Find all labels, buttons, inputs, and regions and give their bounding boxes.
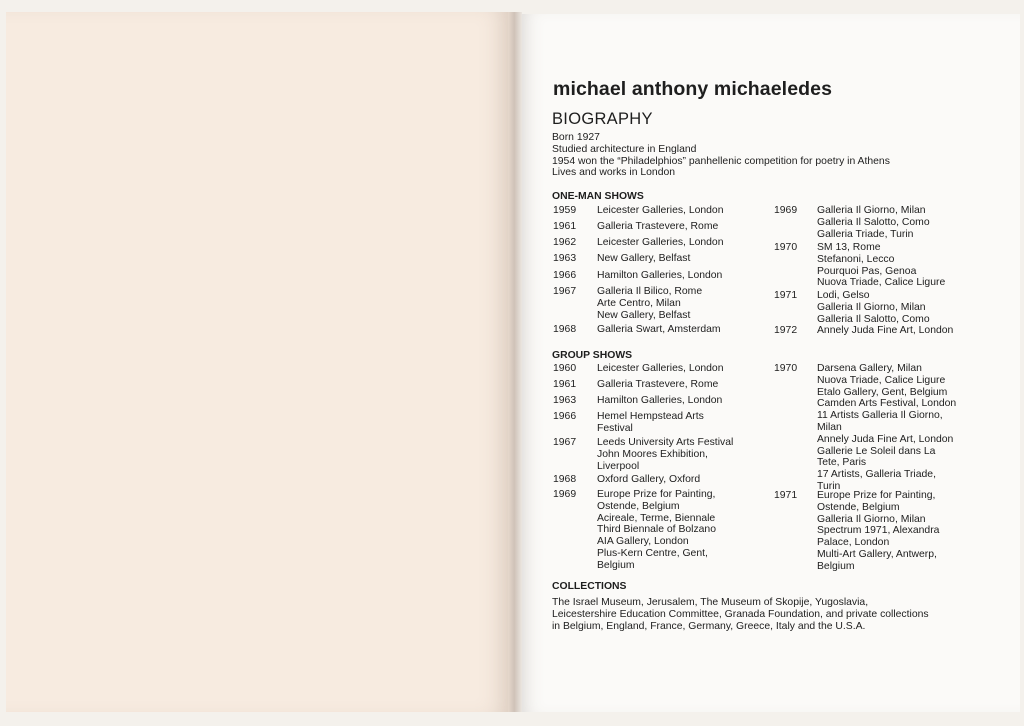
- show-entry: [597, 221, 718, 233]
- collections-line: The Israel Museum, Jerusalem, The Museum of Skopije, Yugoslavia,: [552, 597, 869, 608]
- year-label: 1959: [553, 205, 577, 216]
- show-entry-line: Nuova Triade, Calice Ligure: [817, 277, 946, 289]
- show-entry-line: Milan: [817, 421, 842, 433]
- year-label: 1971: [774, 290, 798, 301]
- show-entry-line: Galleria Il Giorno, Milan: [817, 205, 926, 216]
- year-label: 1963: [553, 395, 577, 406]
- bio-line: Studied architecture in England: [552, 143, 697, 155]
- show-entry-line: Arte Centro, Milan: [597, 297, 681, 309]
- show-entry-line: Hemel Hempstead Arts: [597, 411, 704, 422]
- show-entry: [597, 474, 700, 486]
- year-label: 1966: [553, 411, 577, 422]
- collections-line: Leicestershire Education Committee, Granada Foundation, and private collections: [552, 608, 929, 620]
- show-entry-line: Annely Juda Fine Art, London: [817, 325, 954, 336]
- book-gutter: [508, 12, 522, 712]
- show-entry-line: Belgium: [597, 559, 635, 571]
- show-entry-line: Camden Arts Festival, London: [817, 398, 957, 410]
- show-entry-line: Galleria Trastevere, Rome: [597, 379, 719, 390]
- year-label: 1962: [553, 237, 577, 248]
- show-entry: [597, 489, 716, 572]
- show-entry-line: Galleria Trastevere, Rome: [597, 221, 719, 232]
- show-entry-line: 17 Artists, Galleria Triade,: [817, 469, 936, 481]
- year-label: 1968: [553, 324, 577, 335]
- show-entry: [597, 437, 733, 472]
- show-entry-line: John Moores Exhibition,: [597, 448, 708, 460]
- biography-heading: BIOGRAPHY: [552, 110, 653, 128]
- bio-line: Born 1927: [552, 132, 600, 143]
- show-entry-line: Galleria Il Salotto, Como: [817, 313, 930, 325]
- year-label: 1967: [553, 286, 577, 297]
- show-entry: [597, 205, 724, 217]
- show-entry-line: Turin: [817, 480, 841, 492]
- biography-text: [552, 132, 890, 179]
- show-entry: [597, 379, 718, 391]
- left-page-blank: [6, 12, 508, 712]
- collections-line: in Belgium, England, France, Germany, Greece, Italy and the U.S.A.: [552, 620, 866, 632]
- show-entry: [597, 270, 722, 282]
- show-entry-line: Hamilton Galleries, London: [597, 395, 723, 406]
- show-entry-line: Lodi, Gelso: [817, 290, 870, 301]
- year-label: 1960: [553, 363, 577, 374]
- show-entry: [597, 286, 702, 321]
- bio-line: Lives and works in London: [552, 167, 676, 179]
- year-label: 1961: [553, 221, 577, 232]
- show-entry-line: 11 Artists Galleria Il Giorno,: [817, 410, 943, 422]
- show-entry-line: Third Biennale of Bolzano: [597, 524, 716, 536]
- show-entry-line: Acireale, Terme, Biennale: [597, 512, 716, 524]
- year-label: 1967: [553, 437, 577, 448]
- show-entry-line: Gallerie Le Soleil dans La: [817, 445, 936, 457]
- show-entry-line: Galleria Il Giorno, Milan: [817, 513, 926, 525]
- show-entry-line: SM 13, Rome: [817, 242, 881, 253]
- group-shows-heading: GROUP SHOWS: [552, 350, 633, 361]
- year-label: 1970: [774, 242, 798, 253]
- show-entry: [817, 242, 945, 289]
- show-entry-line: Stefanoni, Lecco: [817, 253, 895, 265]
- show-entry: [817, 290, 930, 325]
- show-entry-line: Europe Prize for Painting,: [597, 489, 716, 500]
- show-entry: [817, 205, 930, 240]
- year-label: 1963: [553, 253, 577, 264]
- show-entry: [597, 237, 724, 249]
- show-entry: [817, 325, 953, 337]
- collections-heading: COLLECTIONS: [552, 581, 627, 592]
- show-entry-line: Belgium: [817, 560, 855, 572]
- show-entry-line: Annely Juda Fine Art, London: [817, 433, 954, 445]
- show-entry-line: Galleria Il Salotto, Como: [817, 216, 930, 228]
- show-entry: [597, 395, 722, 407]
- show-entry-line: New Gallery, Belfast: [597, 253, 691, 264]
- show-entry-line: Liverpool: [597, 460, 640, 472]
- show-entry-line: Oxford Gallery, Oxford: [597, 474, 701, 485]
- show-entry: [817, 363, 956, 493]
- show-entry-line: Ostende, Belgium: [817, 501, 900, 513]
- show-entry: [597, 324, 721, 336]
- show-entry-line: Darsena Gallery, Milan: [817, 363, 922, 374]
- show-entry-line: Europe Prize for Painting,: [817, 490, 936, 501]
- show-entry: [817, 490, 939, 573]
- show-entry-line: Pourquoi Pas, Genoa: [817, 265, 917, 277]
- show-entry-line: Plus-Kern Centre, Gent,: [597, 547, 708, 559]
- year-label: 1970: [774, 363, 798, 374]
- year-label: 1972: [774, 325, 798, 336]
- artist-name-title: michael anthony michaeledes: [553, 78, 833, 100]
- year-label: 1971: [774, 490, 798, 501]
- show-entry-line: AIA Gallery, London: [597, 536, 689, 548]
- show-entry-line: Leicester Galleries, London: [597, 205, 724, 216]
- show-entry-line: Etalo Gallery, Gent, Belgium: [817, 386, 948, 398]
- bio-line: 1954 won the “Philadelphios” panhellenic competition for poetry in Athens: [552, 155, 890, 167]
- year-label: 1968: [553, 474, 577, 485]
- year-label: 1969: [774, 205, 798, 216]
- show-entry-line: Galleria Swart, Amsterdam: [597, 324, 721, 335]
- collections-text: [552, 597, 972, 632]
- one-man-shows-heading: ONE-MAN SHOWS: [552, 191, 644, 202]
- show-entry-line: Palace, London: [817, 537, 890, 549]
- show-entry-line: Leicester Galleries, London: [597, 363, 724, 374]
- show-entry-line: Hamilton Galleries, London: [597, 270, 723, 281]
- show-entry-line: Spectrum 1971, Alexandra: [817, 525, 940, 537]
- show-entry-line: Galleria Triade, Turin: [817, 228, 914, 240]
- show-entry-line: Festival: [597, 422, 633, 434]
- show-entry-line: Galleria Il Giorno, Milan: [817, 301, 926, 313]
- show-entry: [597, 411, 704, 435]
- year-label: 1969: [553, 489, 577, 500]
- show-entry: [597, 363, 724, 375]
- show-entry-line: Leeds University Arts Festival: [597, 437, 734, 448]
- year-label: 1961: [553, 379, 577, 390]
- show-entry: [597, 253, 690, 265]
- show-entry-line: Tete, Paris: [817, 457, 867, 469]
- year-label: 1966: [553, 270, 577, 281]
- show-entry-line: Galleria Il Bilico, Rome: [597, 286, 703, 297]
- show-entry-line: Nuova Triade, Calice Ligure: [817, 374, 946, 386]
- show-entry-line: New Gallery, Belfast: [597, 309, 691, 321]
- show-entry-line: Multi-Art Gallery, Antwerp,: [817, 548, 937, 560]
- show-entry-line: Leicester Galleries, London: [597, 237, 724, 248]
- show-entry-line: Ostende, Belgium: [597, 500, 680, 512]
